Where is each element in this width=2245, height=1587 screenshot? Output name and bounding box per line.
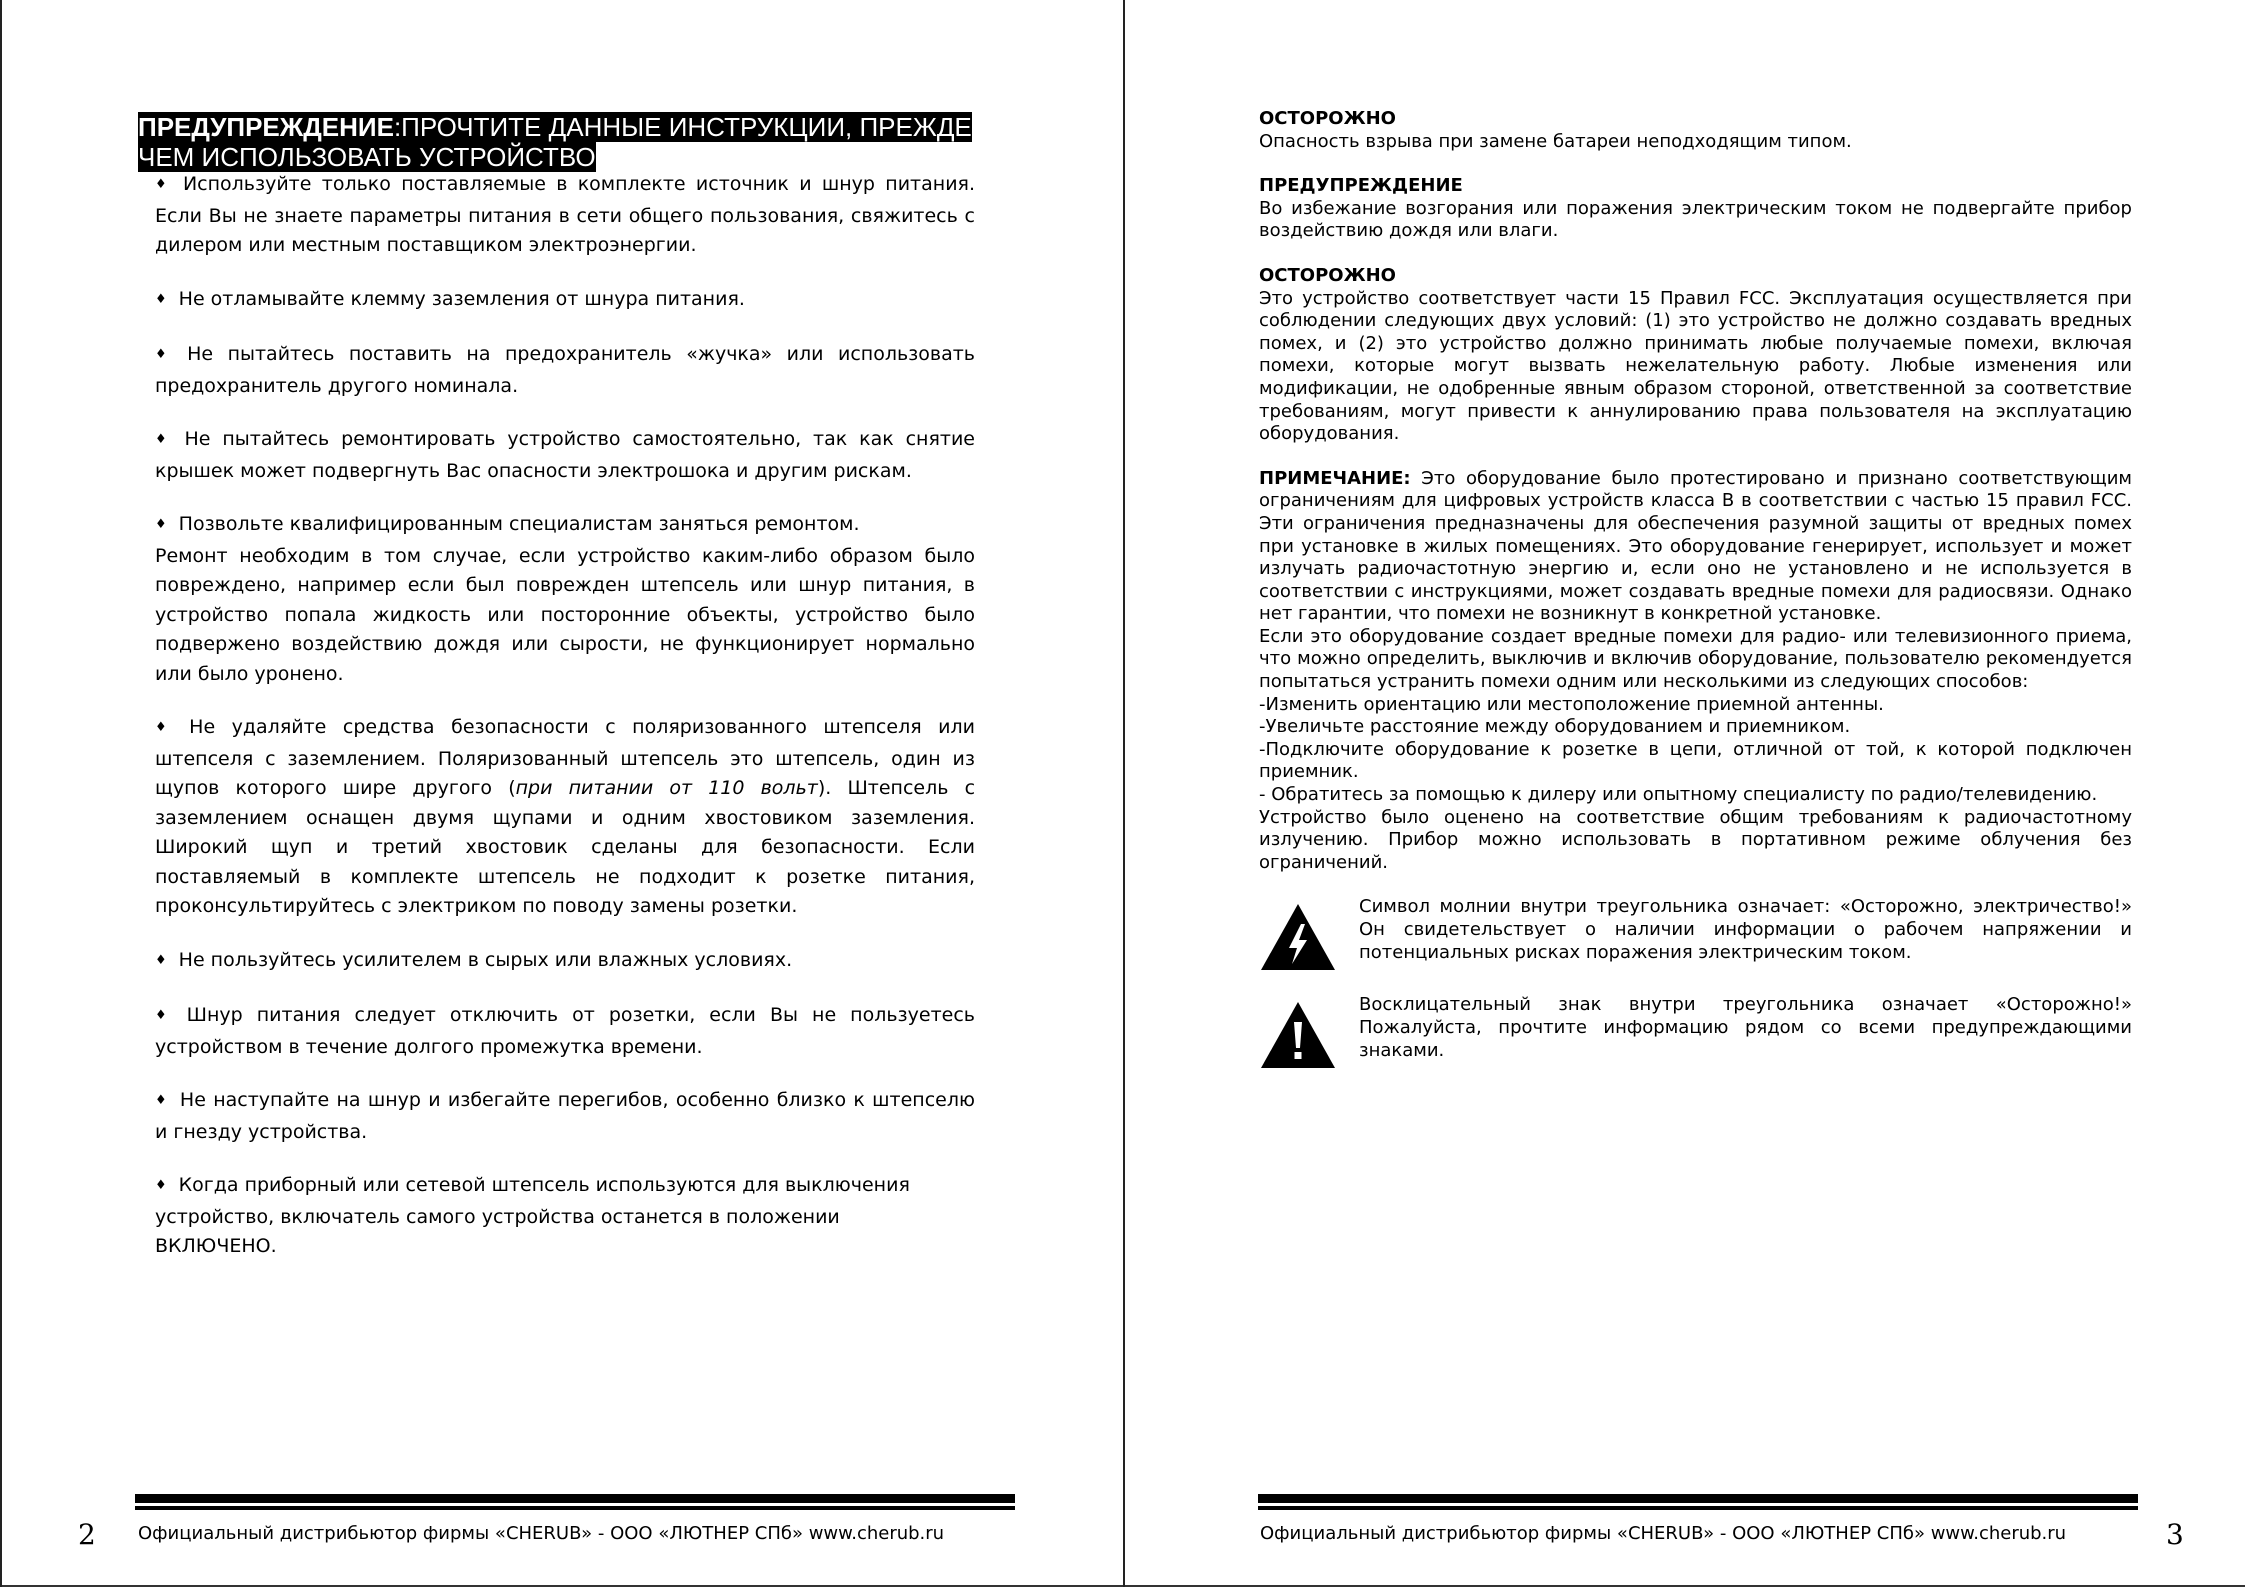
caution-heading: ОСТОРОЖНО [1259, 108, 1396, 129]
instruction-item: ♦ Не наступайте на шнур и избегайте перегибов, особенно близко к штепселю и гнезду устройства. [155, 1086, 975, 1147]
instruction-item: ♦ Не пользуйтесь усилителем в сырых или влажных условиях. [155, 946, 975, 978]
caution-text: Опасность взрыва при замене батареи неподходящим типом. [1259, 130, 1852, 152]
instruction-item: ♦ Не удаляйте средства безопасности с поляризованного штепселя или штепселя с заземлением. Поляризованный штепсель это штепсель, один из щупов которого шире другого (при питании от 110 вольт). Штепсель с заземлением оснащен двумя щупами и одним хвостовиком заземления. Широкий щуп и третий хвостовик сделаны для безопасности. Если поставляемый в комплекте штепсель не подходит к розетке питания, проконсультируйтесь с электриком по поводу замены розетки. [155, 713, 975, 922]
instruction-item: ♦ Не отламывайте клемму заземления от шнура питания. [155, 285, 975, 317]
fcc-compliance-text: Это устройство соответствует части 15 Правил FCC. Эксплуатация осуществляется при соблюдении следующих двух условий: (1) это устройство не должно создавать вредных помех, и (2) это устройство должно принимать любые получаемые помехи, включая помехи, которые могут вызвать нежелательную работу. Любые изменения или модификации, не одобренные явным образом стороной, ответственной за соответствие требованиям, могут привести к аннулированию права пользователя на эксплуатацию оборудования. [1259, 287, 2132, 445]
instruction-item-group [155, 510, 975, 689]
measure-item: -Подключите оборудование к розетке в цепи, отличной от той, к которой подключен приемник. [1259, 738, 2132, 783]
rf-exposure-text: Устройство было оценено на соответствие общим требованиям к радиочастотному излучению. Прибор можно использовать в портативном режиме облучения без ограничений. [1259, 806, 2132, 873]
warning-text: Во избежание возгорания или поражения электрическим током не подвергайте прибор воздействию дождя или влаги. [1259, 197, 2132, 242]
exclamation-warning-icon [1259, 1000, 1337, 1070]
instruction-item: ♦ Не пытайтесь поставить на предохранитель «жучка» или использовать предохранитель другого номинала. [155, 340, 975, 401]
instruction-item: ♦ Позвольте квалифицированным специалистам заняться ремонтом. [155, 513, 860, 535]
lightning-symbol-text: Символ молнии внутри треугольника означает: «Осторожно, электричество!» Он свидетельствует о наличии информации о рабочем напряжении и потенциальных рисках поражения электрическим током. [1359, 896, 2132, 963]
instruction-item: ♦ Шнур питания следует отключить от розетки, если Вы не пользуетесь устройством в течение долгого промежутка времени. [155, 1001, 975, 1062]
lightning-symbol-block [1259, 896, 2132, 972]
note-label: ПРИМЕЧАНИЕ: [1259, 467, 1411, 489]
footer-distributor: Официальный дистрибьютор фирмы «CHERUB» - ООО «ЛЮТНЕР СПб» www.cherub.ru [1260, 1523, 2067, 1544]
caution-heading: ОСТОРОЖНО [1259, 264, 1396, 286]
regulatory-notices [1259, 108, 2132, 1070]
exclamation-symbol-text: Восклицательный знак внутри треугольника означает «Осторожно!» Пожалуйста, прочтите информацию рядом со всеми предупреждающими знаками. [1359, 994, 2132, 1061]
instruction-item-continuation: Ремонт необходим в том случае, если устройство каким-либо образом было повреждено, например если был поврежден штепсель или шнур питания, в устройство попала жидкость или посторонние объекты, устройство было подвержено воздействию дождя или сырости, не функционирует нормально или было уронено. [155, 544, 975, 685]
page-number: 2 [78, 1518, 96, 1551]
measure-item: -Изменить ориентацию или местоположение приемной антенны. [1259, 693, 1884, 715]
footer-rule [135, 1494, 1015, 1506]
instruction-item: ♦ Не пытайтесь ремонтировать устройство самостоятельно, так как снятие крышек может подвергнуть Вас опасности электрошока и другим рискам. [155, 425, 975, 486]
footer-distributor: Официальный дистрибьютор фирмы «CHERUB» - ООО «ЛЮТНЕР СПб» www.cherub.ru [138, 1523, 945, 1544]
page-number: 3 [2166, 1518, 2184, 1551]
warning-heading: ПРЕДУПРЕЖДЕНИЕ:ПРОЧТИТЕ ДАННЫЕ ИНСТРУКЦИИ, ПРЕЖДЕ ЧЕМ ИСПОЛЬЗОВАТЬ УСТРОЙСТВО [138, 112, 972, 172]
measure-item: -Увеличьте расстояние между оборудованием и приемником. [1259, 716, 1851, 738]
exclamation-symbol-block [1259, 994, 2132, 1070]
note-paragraph: ПРИМЕЧАНИЕ: Это оборудование было протестировано и признано соответствующим ограничениям для цифровых устройств класса B в соответствии с частью 15 правил FCC. Эти ограничения предназначены для обеспечения разумной защиты от вредных помех при установке в жилых помещениях. Это оборудование генерирует, использует и может излучать радиочастотную энергию и, если оно не установлено и не используется в соответствии с инструкциями, может создавать вредные помехи для радиосвязи. Однако нет гарантии, что помехи не возникнут в конкретной установке. [1259, 467, 2132, 625]
instruction-item: ♦ Используйте только поставляемые в комплекте источник и шнур питания. Если Вы не знаете параметры питания в сети общего пользования, свяжитесь с дилером или местным поставщиком электроэнергии. [155, 170, 975, 261]
footer-rule [1258, 1494, 2138, 1506]
measure-item: - Обратитесь за помощью к дилеру или опытному специалисту по радио/телевидению. [1259, 784, 2098, 806]
warning-heading: ПРЕДУПРЕЖДЕНИЕ [1259, 175, 1463, 197]
lightning-warning-icon [1259, 902, 1337, 972]
interference-text: Если это оборудование создает вредные помехи для радио- или телевизионного приема, что можно определить, выключив и включив оборудование, пользователю рекомендуется попытаться устранить помехи одним или несколькими из следующих способов: [1259, 625, 2132, 693]
safety-instructions [155, 170, 975, 1286]
instruction-item: ♦ Когда приборный или сетевой штепсель используются для выключения устройство, включатель самого устройства останется в положении ВКЛЮЧЕНО. [155, 1171, 975, 1262]
